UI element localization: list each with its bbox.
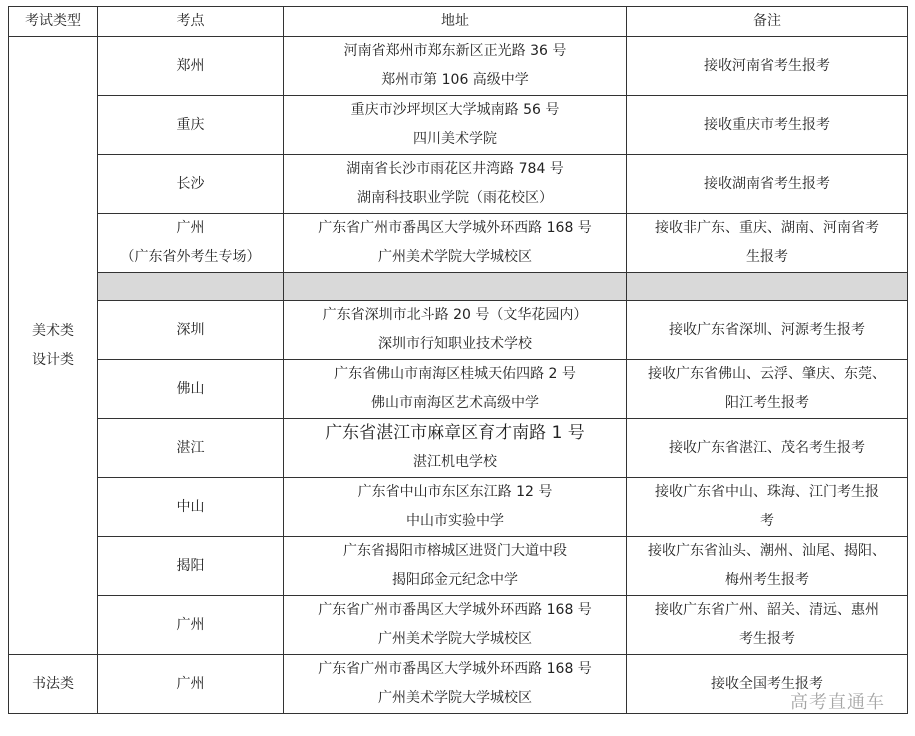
cell-line: 中山市实验中学 — [406, 513, 504, 529]
cell-line: 中山 — [176, 498, 205, 515]
address-cell — [284, 360, 627, 419]
cell-line: 美术类 — [32, 322, 74, 339]
address-cell — [284, 301, 627, 360]
exam-site-cell — [98, 96, 284, 155]
cell-line: 河南省郑州市郑东新区正光路 36 号 — [343, 43, 567, 59]
address-cell — [284, 478, 627, 537]
table-row — [9, 301, 908, 360]
blank-cell — [98, 273, 284, 301]
note-cell — [627, 360, 908, 419]
table-row — [9, 478, 908, 537]
cell-line: 湖南科技职业学院（雨花校区） — [357, 190, 553, 206]
cell-line: 深圳市行知职业技术学校 — [378, 336, 532, 352]
cell-line: 考生报考 — [739, 631, 795, 647]
cell-line: 广州美术学院大学城校区 — [378, 690, 532, 706]
cell-line: 接收广东省广州、韶关、清远、惠州 — [655, 602, 879, 618]
table-row — [9, 155, 908, 214]
exam-site-cell — [98, 301, 284, 360]
address-cell — [284, 537, 627, 596]
note-cell: 接收全国考生报考 — [627, 655, 908, 714]
cell-line: 广州 — [176, 220, 205, 236]
table-row — [9, 360, 908, 419]
note-cell — [627, 214, 908, 273]
cell-line: （广东省外考生专场） — [120, 249, 261, 265]
cell-line: 重庆 — [176, 116, 205, 133]
cell-line: 湖南省长沙市雨花区井湾路 784 号 — [346, 161, 564, 177]
note-cell — [627, 596, 908, 655]
header-exam-site: 考点 — [98, 7, 284, 37]
cell-line: 深圳 — [176, 321, 205, 338]
exam-site-cell — [98, 478, 284, 537]
cell-line: 设计类 — [32, 351, 74, 368]
table-row — [9, 655, 908, 714]
cell-line: 广东省广州市番禺区大学城外环西路 168 号 — [318, 661, 592, 677]
address-cell — [284, 419, 627, 478]
table-row — [9, 537, 908, 596]
cell-line: 郑州市第 106 高级中学 — [381, 72, 529, 88]
exam-site-cell — [98, 155, 284, 214]
exam-site-cell — [98, 419, 284, 478]
exam-site-cell — [98, 360, 284, 419]
cell-line: 生报考 — [746, 249, 788, 265]
table-row — [9, 419, 908, 478]
address-cell — [284, 155, 627, 214]
cell-line: 接收湖南省考生报考 — [704, 175, 830, 192]
cell-line: 接收广东省佛山、云浮、肇庆、东莞、 — [648, 366, 886, 382]
note-cell — [627, 301, 908, 360]
cell-line: 接收广东省汕头、潮州、汕尾、揭阳、 — [648, 543, 886, 559]
exam-site-cell — [98, 214, 284, 273]
cell-line: 接收广东省湛江、茂名考生报考 — [669, 439, 865, 456]
blank-cell — [284, 273, 627, 301]
cell-line: 接收重庆市考生报考 — [704, 116, 830, 133]
address-cell — [284, 596, 627, 655]
blank-row — [9, 273, 908, 301]
exam-site-cell: 广州 — [98, 655, 284, 714]
note-cell — [627, 155, 908, 214]
address-cell — [284, 214, 627, 273]
blank-cell — [627, 273, 908, 301]
table-row — [9, 96, 908, 155]
category-art-cell — [9, 37, 98, 655]
header-address: 地址 — [284, 7, 627, 37]
cell-line: 佛山 — [176, 380, 205, 397]
cell-line: 佛山市南海区艺术高级中学 — [371, 395, 539, 411]
watermark: 高考直通车 — [790, 692, 885, 713]
cell-line: 接收广东省深圳、河源考生报考 — [669, 321, 865, 338]
category-calligraphy-cell: 书法类 — [9, 655, 98, 714]
exam-site-cell — [98, 37, 284, 96]
exam-site-cell — [98, 596, 284, 655]
address-cell — [284, 655, 627, 714]
cell-line: 广州 — [176, 616, 205, 633]
note-cell — [627, 96, 908, 155]
cell-line: 接收河南省考生报考 — [704, 57, 830, 74]
table-header-row — [9, 7, 908, 37]
cell-line: 广东省广州市番禺区大学城外环西路 168 号 — [318, 602, 592, 618]
cell-line: 接收广东省中山、珠海、江门考生报 — [655, 484, 879, 500]
exam-site-cell — [98, 537, 284, 596]
cell-line: 考 — [760, 513, 774, 529]
header-note: 备注 — [627, 7, 908, 37]
cell-line: 长沙 — [176, 175, 205, 192]
cell-line: 郑州 — [176, 57, 205, 74]
cell-line: 揭阳邱金元纪念中学 — [392, 572, 518, 588]
table-row — [9, 214, 908, 273]
cell-line: 重庆市沙坪坝区大学城南路 56 号 — [350, 102, 560, 118]
table-row — [9, 596, 908, 655]
header-exam-type: 考试类型 — [9, 7, 98, 37]
note-cell — [627, 537, 908, 596]
cell-line: 广州美术学院大学城校区 — [378, 249, 532, 265]
cell-line: 广东省湛江市麻章区育才南路 1 号 — [325, 423, 585, 443]
table-row — [9, 37, 908, 96]
cell-line: 四川美术学院 — [413, 131, 497, 147]
cell-line: 湛江机电学校 — [413, 454, 497, 470]
cell-line: 广东省深圳市北斗路 20 号（文华花园内） — [322, 307, 588, 323]
table-body — [9, 37, 908, 714]
cell-line: 广东省佛山市南海区桂城天佑四路 2 号 — [334, 366, 576, 382]
note-cell — [627, 37, 908, 96]
note-cell — [627, 478, 908, 537]
address-cell — [284, 96, 627, 155]
cell-line: 广东省广州市番禺区大学城外环西路 168 号 — [318, 220, 592, 236]
exam-site-table — [8, 6, 908, 714]
cell-line: 梅州考生报考 — [725, 572, 809, 588]
note-cell — [627, 419, 908, 478]
cell-line: 广东省揭阳市榕城区进贤门大道中段 — [343, 543, 567, 559]
address-cell — [284, 37, 627, 96]
cell-line: 广东省中山市东区东江路 12 号 — [357, 484, 553, 500]
cell-line: 湛江 — [176, 439, 205, 456]
cell-line: 广州美术学院大学城校区 — [378, 631, 532, 647]
cell-line: 阳江考生报考 — [725, 395, 809, 411]
cell-line: 接收非广东、重庆、湖南、河南省考 — [655, 220, 879, 236]
cell-line: 揭阳 — [176, 557, 205, 574]
